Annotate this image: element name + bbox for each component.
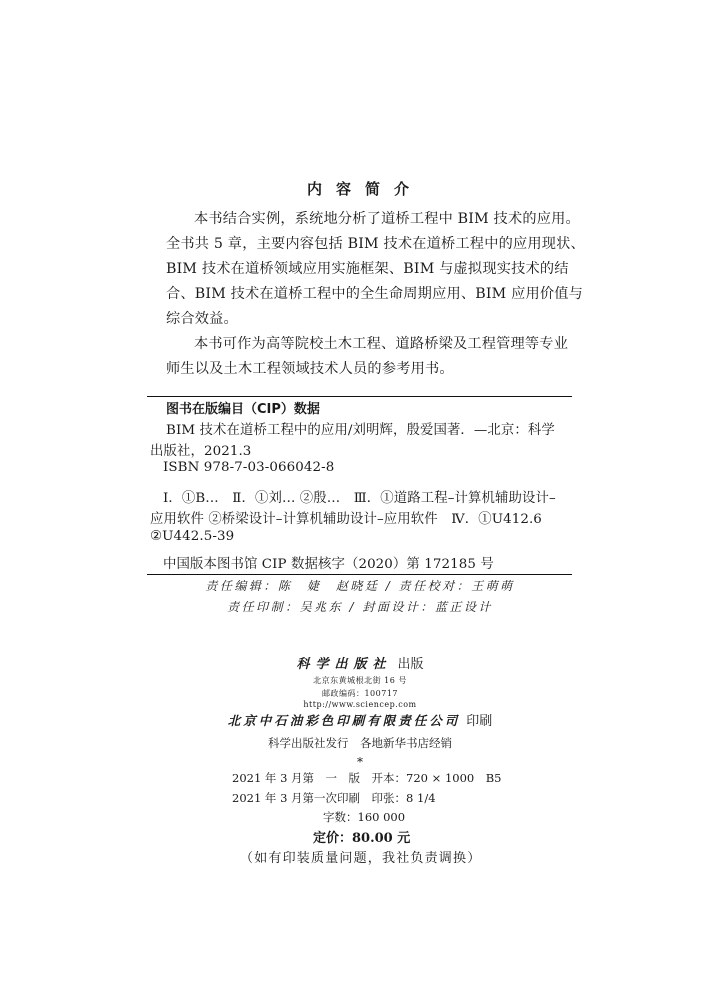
publisher-address: 北京东黄城根北街 16 号	[313, 676, 407, 685]
printer-suffix: 印刷	[466, 714, 493, 729]
cip-subject-line-3: ②U442.5-39	[150, 529, 235, 544]
cip-subject-line-2: 应用软件 ②桥梁设计–计算机辅助设计–应用软件 Ⅳ．①U412.6	[150, 512, 542, 527]
intro-paragraph-2-line-2: 师生以及土木工程领域技术人员的参考用书。	[166, 361, 454, 377]
printer-line	[0, 710, 720, 729]
cip-entry-line-2: 出版社，2021.3	[150, 444, 252, 459]
publisher-postcode: 邮政编码：100717	[321, 689, 399, 698]
cip-entry-line-1: BIM 技术在道桥工程中的应用/刘明辉，殷爱国著．—北京：科学	[166, 423, 555, 438]
publisher-name: 科学出版社	[296, 657, 392, 672]
intro-paragraph-1-line-1: 本书结合实例，系统地分析了道桥工程中 BIM 技术的应用。	[194, 211, 580, 227]
publisher-suffix: 出版	[397, 657, 424, 672]
price: 定价：80.00 元	[313, 831, 411, 846]
word-count: 字数：160 000	[323, 810, 406, 824]
publisher-url: http://www.sciencep.com	[303, 700, 417, 709]
intro-paragraph-2-line-1: 本书可作为高等院校土木工程、道路桥梁及工程管理等专业	[194, 336, 569, 352]
intro-title: 内容简介	[306, 180, 423, 198]
separator-star: *	[357, 755, 363, 769]
distribution-line: 科学出版社发行 各地新华书店经销	[268, 736, 452, 750]
credits-editors: 责任编辑：陈 婕 赵晓廷 / 责任校对：王萌萌	[205, 579, 515, 593]
return-note: （如有印装质量问题，我社负责调换）	[240, 851, 482, 866]
cip-number: 中国版本图书馆 CIP 数据核字（2020）第 172185 号	[163, 557, 494, 572]
printer-name: 北京中石油彩色印刷有限责任公司	[227, 713, 461, 728]
cip-heading: 图书在版编目（CIP）数据	[166, 402, 320, 417]
cip-isbn: ISBN 978-7-03-066042-8	[163, 460, 335, 475]
printing-line: 2021 年 3 月第一次印刷 印张：8 1/4	[232, 791, 436, 805]
edition-line: 2021 年 3 月第 一 版 开本：720 × 1000 B5	[232, 771, 502, 785]
cip-subject-line-1: Ⅰ．①B… Ⅱ．①刘… ②殷… Ⅲ．①道路工程–计算机辅助设计–	[163, 491, 556, 506]
intro-paragraph-1-line-2: 全书共 5 章，主要内容包括 BIM 技术在道桥工程中的应用现状、	[166, 236, 585, 252]
publisher-line	[0, 653, 720, 672]
intro-paragraph-1-line-4: 合、BIM 技术在道桥工程中的全生命周期应用、BIM 应用价值与	[166, 286, 584, 302]
intro-paragraph-1-line-5: 综合效益。	[166, 311, 238, 327]
intro-paragraph-1-line-3: BIM 技术在道桥领域应用实施框架、BIM 与虚拟现实技术的结	[166, 261, 569, 277]
cip-top-rule	[147, 396, 572, 397]
cip-bottom-rule	[147, 574, 572, 575]
credits-production: 责任印制：吴兆东 / 封面设计：蓝正设计	[227, 600, 493, 614]
